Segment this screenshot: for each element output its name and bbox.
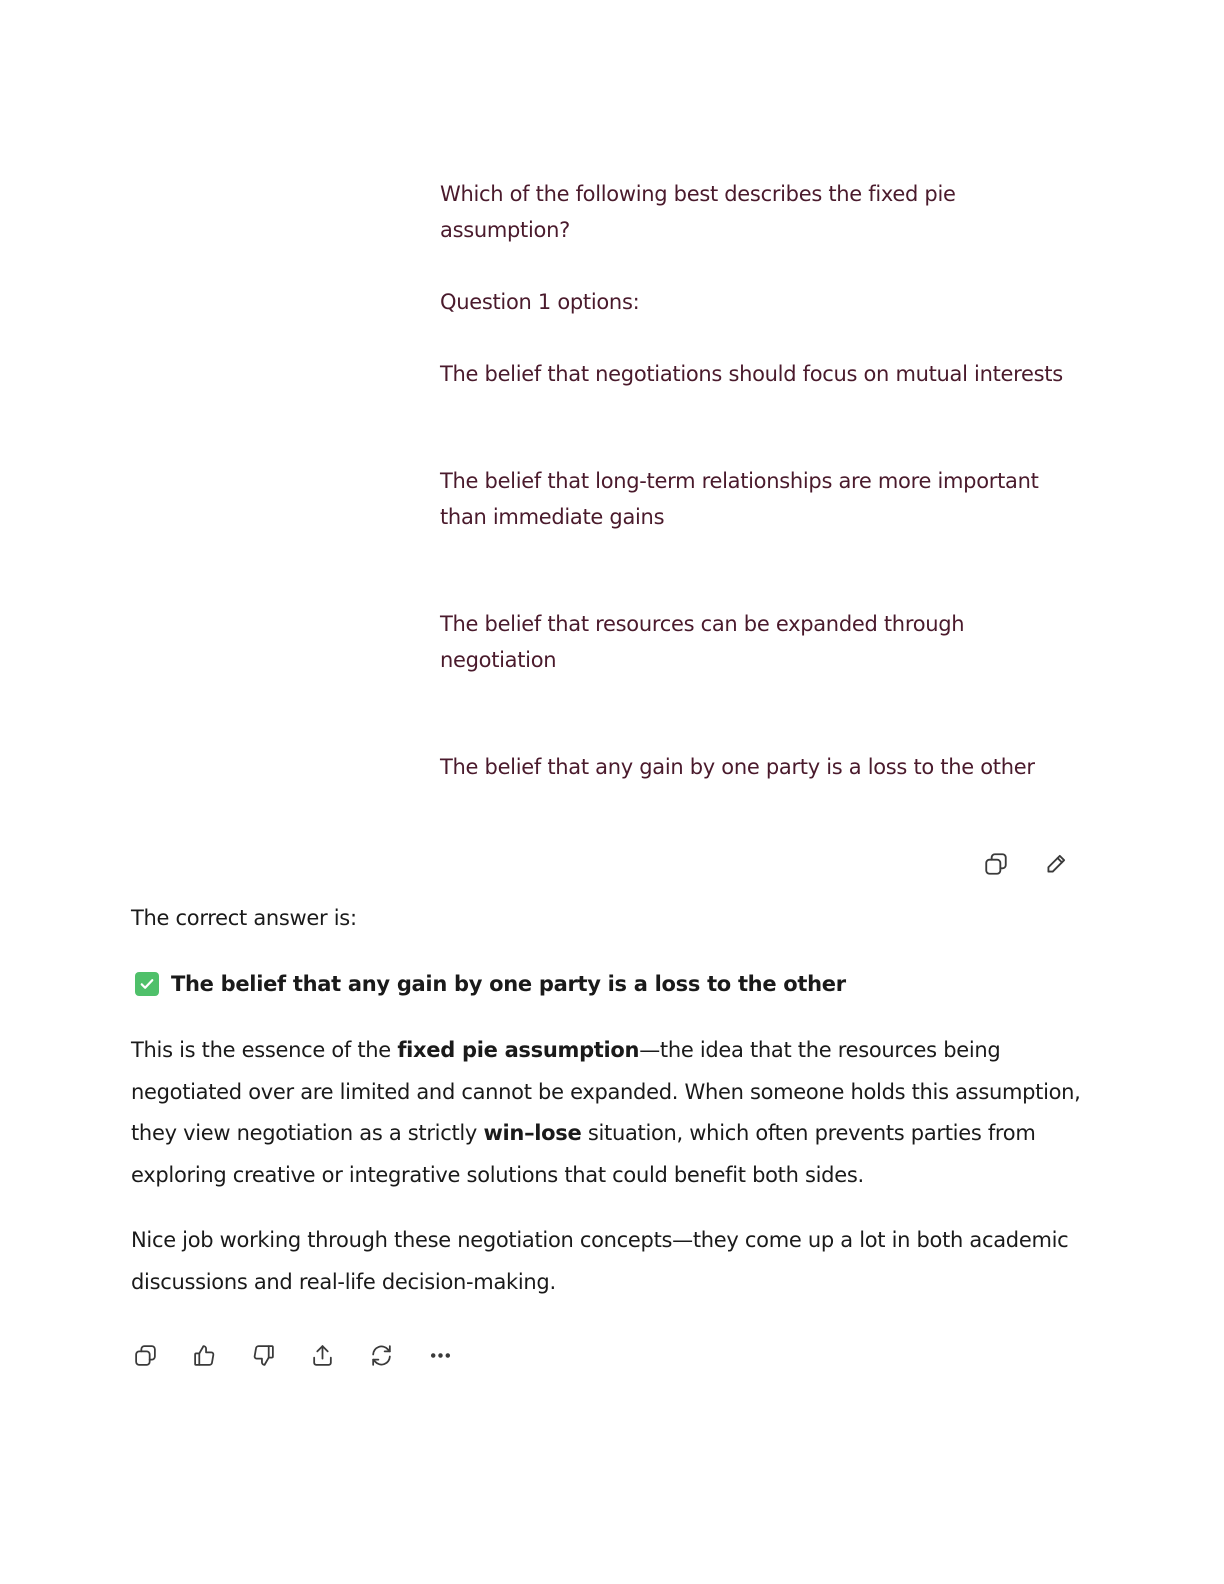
user-message bbox=[440, 176, 1070, 785]
thumbs-up-button[interactable] bbox=[188, 1339, 220, 1371]
check-mark-icon bbox=[135, 972, 159, 996]
user-message-actions bbox=[980, 848, 1072, 880]
explanation-paragraph bbox=[131, 1030, 1081, 1196]
regenerate-button[interactable] bbox=[365, 1339, 397, 1371]
explanation-bold-term: fixed pie assumption bbox=[397, 1038, 640, 1062]
answer-intro: The correct answer is: bbox=[131, 906, 357, 930]
question-text: Which of the following best describes the fixed pie assumption? bbox=[440, 182, 956, 242]
options-label: Question 1 options: bbox=[440, 290, 640, 314]
share-icon bbox=[310, 1343, 335, 1368]
more-options-button[interactable] bbox=[424, 1339, 456, 1371]
explanation-text: This is the essence of the bbox=[131, 1038, 398, 1062]
closing-paragraph: Nice job working through these negotiation concepts—they come up a lot in both academic discussions and real-life decision-making. bbox=[131, 1228, 1069, 1294]
explanation-text: situation, which often prevents parties from exploring creative or integrative solutions that could benefit both sides. bbox=[131, 1121, 1036, 1187]
edit-message-button[interactable] bbox=[1040, 848, 1072, 880]
option-3: The belief that resources can be expanded through negotiation bbox=[440, 612, 965, 672]
correct-answer bbox=[131, 966, 1081, 1002]
copy-message-button[interactable] bbox=[980, 848, 1012, 880]
copy-icon bbox=[133, 1343, 158, 1368]
correct-answer-text: The belief that any gain by one party is a loss to the other bbox=[171, 972, 846, 996]
option-1: The belief that negotiations should focus on mutual interests bbox=[440, 362, 1063, 386]
explanation-bold-term: win–lose bbox=[483, 1121, 582, 1145]
thumbs-up-icon bbox=[192, 1343, 217, 1368]
share-button[interactable] bbox=[306, 1339, 338, 1371]
thumbs-down-icon bbox=[251, 1343, 276, 1368]
option-4: The belief that any gain by one party is a loss to the other bbox=[440, 755, 1035, 779]
pencil-icon bbox=[1043, 851, 1069, 877]
more-icon bbox=[428, 1343, 453, 1368]
thumbs-down-button[interactable] bbox=[247, 1339, 279, 1371]
copy-response-button[interactable] bbox=[129, 1339, 161, 1371]
option-2: The belief that long-term relationships are more important than immediate gains bbox=[440, 469, 1039, 529]
regenerate-icon bbox=[369, 1343, 394, 1368]
assistant-message bbox=[131, 900, 1081, 1303]
copy-icon bbox=[983, 851, 1009, 877]
explanation-text: —the idea that the resources being negotiated over are limited and cannot be expanded. When someone holds this assumption, they view negotiation as a strictly bbox=[131, 1038, 1081, 1145]
assistant-message-actions bbox=[129, 1339, 456, 1371]
